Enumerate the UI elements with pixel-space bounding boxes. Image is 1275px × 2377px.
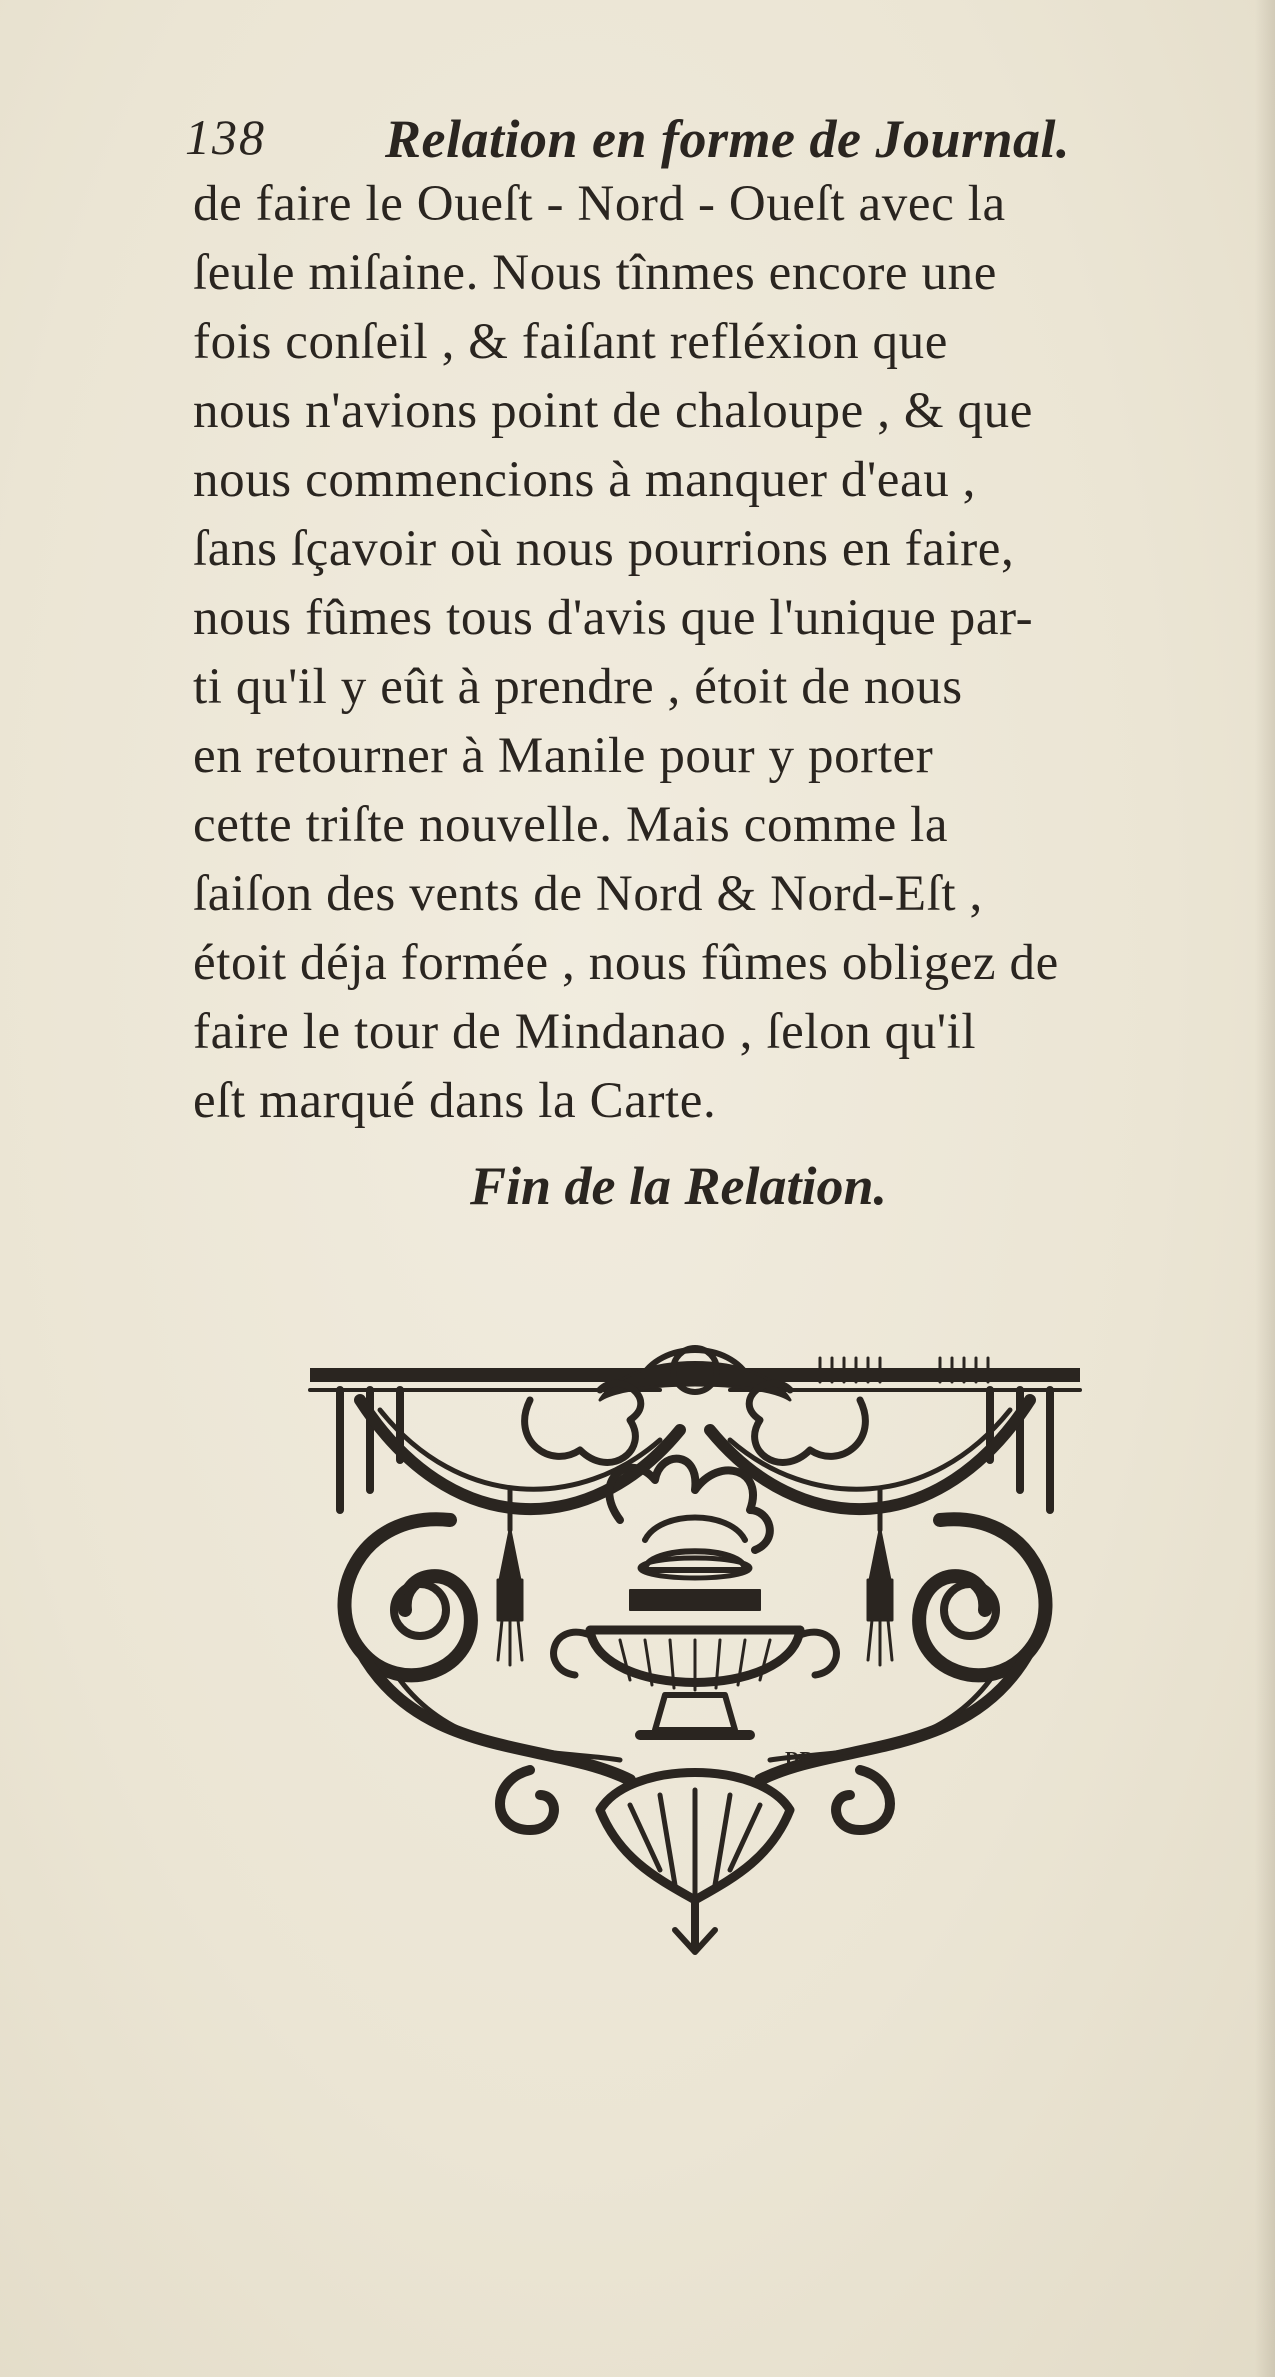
- text-line: nous n'avions point de chaloupe , & que: [193, 383, 1033, 439]
- text-line: cette triſte nouvelle. Mais comme la: [193, 797, 949, 853]
- running-head: Relation en forme de Journal.: [385, 109, 1071, 169]
- text-line: de faire le Oueſt - Nord - Oueſt avec la: [193, 176, 1006, 232]
- engraver-initials: DDG: [785, 1748, 830, 1770]
- text-line: eſt marqué dans la Carte.: [193, 1073, 717, 1129]
- text-line: fois conſeil , & faiſant refléxion que: [193, 314, 948, 370]
- text-line: ti qu'il y eût à prendre , étoit de nous: [193, 659, 963, 715]
- end-caption: Fin de la Relation.: [470, 1156, 888, 1216]
- text-line: étoit déja formée , nous fûmes obligez de: [193, 935, 1059, 991]
- text-line: ſeule miſaine. Nous tînmes encore une: [193, 245, 997, 301]
- page-header: [185, 108, 1085, 168]
- body-paragraph: [193, 170, 1193, 1136]
- text-line: ſaiſon des vents de Nord & Nord-Eſt ,: [193, 866, 983, 922]
- text-line: nous fûmes tous d'avis que l'unique par-: [193, 590, 1034, 646]
- text-line: faire le tour de Mindanao , ſelon qu'il: [193, 1004, 977, 1060]
- tailpiece-ornament: [300, 1340, 1090, 1960]
- page-number: 138: [185, 109, 266, 165]
- text-line: ſans ſçavoir où nous pourrions en faire,: [193, 521, 1015, 577]
- text-line: nous commencions à manquer d'eau ,: [193, 452, 977, 508]
- page-edge-shadow: [1255, 0, 1275, 2377]
- text-line: en retourner à Manile pour y porter: [193, 728, 934, 784]
